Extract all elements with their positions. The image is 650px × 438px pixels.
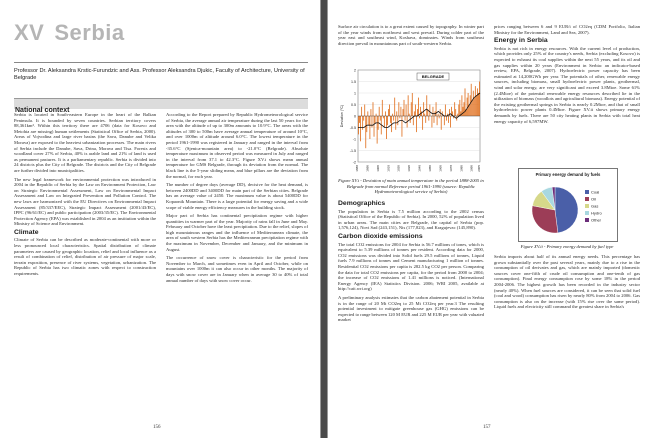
legend-label: Oil [591,196,596,202]
deviation-bar [471,84,472,116]
deviation-bar [450,116,451,128]
x-tick-label: 1978 [448,165,453,172]
deviation-bar [467,98,468,116]
deviation-bar [475,86,476,116]
temperature-deviation-chart [338,64,484,176]
right-column-2-top [494,24,640,162]
deviation-bar [448,116,449,123]
paragraph: Climate of Serbia can be described as moderate-continental with more or less pronounced local characteristics. Spatial distribution of climate parameters are caused by geographic location, relief and local influence as a result of combination of relief, distribution of air pressure of major scale, terrain exposition, presence of river systems, vegetation, urbanization. The Republic of Serbia has two climatic zones with respect to construction requirements. [14,237,156,277]
deviation-bar [403,109,404,116]
deviation-bar [409,114,410,116]
x-tick-label: 2005 [477,165,481,172]
deviation-bar [394,98,395,116]
deviation-bar [470,95,471,116]
y-tick-label: 0 [354,114,356,119]
x-tick-label: 1948 [417,165,422,172]
deviation-bar [416,116,417,132]
legend-label: Hydro [591,210,602,216]
chapter-title [14,20,125,46]
pie-title: Primary energy demand by fuels [535,172,601,177]
energy-heading: Energy in Serbia [494,37,548,45]
y-tick-label: 1 [354,91,356,96]
deviation-bar [464,102,465,116]
deviation-bar [367,111,368,116]
deviation-bar [473,91,474,116]
deviation-bar [397,116,398,125]
deviation-bar [383,116,384,118]
deviation-bar [361,107,362,116]
deviation-bar [438,114,439,116]
deviation-bar [425,116,426,123]
deviation-bar [445,105,446,117]
pie-slice-coal [555,187,578,233]
deviation-bar [406,105,407,117]
deviation-bar [392,114,393,116]
deviation-bar [359,116,360,123]
deviation-bar [418,98,419,116]
legend-swatch [585,204,589,208]
deviation-bar [396,111,397,116]
deviation-bar [384,116,385,128]
y-tick-label: 1.5 [351,79,356,84]
y-tick-label: -1 [352,137,356,142]
deviation-bar [379,107,380,116]
paragraph: prices ranging between 6 and 9 EUR/t of CO2eq (CDM Portfolio, Italian Ministry for the Environment, Land and Sea, 2007). [494,24,640,35]
legend-label: Gas [591,203,599,209]
deviation-bar [477,88,478,116]
deviation-bar [385,111,386,116]
deviation-bar [358,116,359,134]
carbon-heading: Carbon dioxide emissions [338,232,423,240]
y-tick-label: -2 [352,160,356,165]
deviation-bar [373,102,374,116]
deviation-bar [422,116,423,130]
deviation-bar [372,116,373,128]
deviation-bar [371,109,372,116]
paragraph: Serbia is located in South-eastern Europe in the heart of the Balkan Peninsula. It is bounded by seven countries. Serbian territory covers 88,361km². Within this territory there are 4706 (data for Kosovo and Metohia are missing) human settlements (Statistical Office of Serbia, 2000). Areas of Vojvodina and large river basins (the Sava, Danube and Velika Morava) are exposed to the heaviest urbanization processes. The main rivers of Serbia include the Danube, Sava, Drina, Morava and Tisa. Forests and woodland cover 27% of Serbia, 40% is arable land and 21% of land is used as permanent pastures. It is a parliamentary republic. Serbia is divided into 24 districts plus the City of Belgrade. The districts and the City of Belgrade are further divided into municipalities. [14,112,156,173]
section-header-national-context [14,98,308,114]
deviation-bar [393,116,394,121]
paragraph: The number of degree days (average DD), decisive for the heat demand, is between 2400DD and 3400DD for main part of the Serbian cities. Belgrade has an average value of 2450. The maximum value is about 5400DD for Kopaonik Mountain. There is a large potential for energy saving and a wide scope of viable energy efficiency measures in the building stock. [166,182,308,210]
chart-title: BELGRADE [421,74,445,79]
deviation-bar [420,107,421,116]
energy-demand-pie-chart [519,169,617,241]
left-column-1 [14,112,156,422]
deviation-bar [398,102,399,116]
x-tick-label: 1958 [427,165,432,172]
deviation-bar [468,93,469,116]
deviation-bar [408,95,409,116]
paragraph: The population in Serbia is 7.5 million according to the 2002 census (Statistical Office of the Republic of Serbia). In 2000, 52% of population lived in urban areas. The main cities are Belgrade, the capital of Serbia (pop. 1,576,124), Novi Sad (243,151), Nis (177,823), and Kragujevac (145,890). [338,208,484,231]
deviation-bar [405,116,406,121]
paragraph: According to the Report prepared by Republic Hydrometeorological service of Serbia, the average annual air temperature during the last 50 years for the area with the altitude of up to 300m amounts to 10.9°C. The areas with the altitudes of 300 to 500m have average annual temperature of around 10°C, and over 1000m of altitude around 6.0°C. The lowest temperature in the period 1961-1990 was registered in January and ranged in the interval from -35.6°C (Sjenica-mountain area) to -21.0°C (Belgrade). Absolute temperature maximum in observed period was measured in July and ranged in the interval from 37.1 to 42.3°C. Figure XV.i shows mean annual temperature for GMS Belgrade, through its deviation from the normal. The black line is the 5-year sliding mean, and blue pillars are the deviation from the normal, for each year. [166,112,308,179]
paragraph: Serbia is not rich in energy resources. With the current level of production, which provides only 25% of the country's needs, Serbia (excluding Kosovo) is expected to exhaust its coal supplies within the next 55 years, and its oil and gas supplies within 20 years (Environment in Serbia: an indicator-based review, EPA, Belgrade, 2007). Hydroelectric power capacity has been estimated at 14,200GWh per year. The potentials of other, renewable energy sources, including biomass, small hydroelectric power plants, geothermal, wind and solar energy, are very significant and exceed 3.8Mtoe. Some 61% (2.4Mtoe) of the potential renewable energy resources described lie in the utilization of biomass (woodlots and agricultural biomass). Energy potential of the existing geothermal springs in Serbia is nearly 0.2Mtoe, and that of small hydroelectric power plants 0.4Mtoe. Figure XV.ii shows primary energy demands by fuels. There are 50 city heating plants in Serbia with total heat energy capacity of 6,597MW. [494,45,640,124]
left-column-2 [166,112,308,422]
legend-label: Other [591,217,602,223]
deviation-bar [387,116,388,125]
deviation-bar [441,116,442,130]
paragraph: The occurrence of snow cover is characteristic for the period from November to March, and sometimes even in April and October, while on mountains over 1000m it can also occur in other months. The majority of days with snow cover are in January when in average 30 to 40% of total annual number of days with snow cover occur. [166,255,308,283]
deviation-bar [426,95,427,116]
x-tick-label: 1928 [396,165,401,172]
deviation-bar [459,100,460,116]
deviation-bar [365,116,366,148]
energy-demand-figure [518,168,618,242]
deviation-bar [437,116,438,125]
right-column-1-top [338,24,484,64]
x-tick-label: 1918 [386,165,391,172]
x-tick-label: 1938 [407,165,412,172]
deviation-bar [455,109,456,116]
paragraph: Surface air circulation is to a great extent caused by topography. In winter part of the year winds from northwest and west prevail. During colder part of the year east and southeast wind, Koshava, dominates. Winds from southeast direction prevail in mountainous part of south-western Serbia. [338,24,484,46]
right-column-2-bottom [494,254,640,424]
deviation-bar [461,95,462,116]
deviation-bar [388,109,389,116]
deviation-bar [414,111,415,116]
y-tick-label: 2 [354,68,356,73]
deviation-bar [368,116,369,125]
y-tick-label: -0.5 [349,125,356,130]
x-tick-label: 1998 [469,165,474,172]
right-page [327,0,650,438]
deviation-bar [400,107,401,116]
deviation-bar [399,116,400,118]
deviation-bar [433,107,434,116]
paragraph: Serbia imports about half of its annual energy needs. This percentage has grown substantially over the past several years, mainly due to a rise in the consumption of oil derivates and gas, which are mainly imported (domestic sources cover one-fifth of crude oil consumption and one-tenth of gas consumption). Final energy consumption rose by some 18% in the period 2004-2006. The highest growth has been recorded in the industry sector (nearly 40%). When fuel sources are considered, it can be seen that solid fuel (coal and wood) consumption has risen by nearly 80% from 2004 to 2006. Gas consumption is also on the increase (with 15% rise over the same period). Liquid fuels and electricity still command the greatest share in Serbia's [494,254,640,310]
title-rule [14,62,308,63]
deviation-bar [415,105,416,117]
deviation-bar [411,102,412,116]
legend-swatch [585,197,589,201]
x-tick-label: 1968 [438,165,443,172]
deviation-bar [444,116,445,125]
deviation-bar [375,116,376,123]
deviation-bar [389,105,390,117]
deviation-bar [439,116,440,118]
right-column-1-bottom [338,198,484,423]
y-tick-label: 0.5 [351,102,356,107]
temperature-deviation-figure [338,64,484,176]
section-title: National context [15,107,70,114]
deviation-bar [458,105,459,117]
legend-swatch [585,218,589,222]
y-tick-label: -1.5 [349,148,356,153]
left-page [0,0,321,438]
legend-swatch [585,190,589,194]
deviation-bar [432,116,433,128]
deviation-bar [380,116,381,121]
deviation-bar [428,116,429,121]
x-tick-label: 1888 [355,165,359,172]
deviation-bar [376,114,377,116]
authors: Professor Dr. Aleksandra Krstic-Furundzic and Ass. Professor Aleksandra Djukic, Faculty of Architecture, University of Belgrade [14,68,305,81]
climate-heading: Climate [14,228,39,236]
deviation-bar [404,100,405,116]
deviation-bar [360,116,361,141]
x-tick-label: 1908 [375,165,380,172]
deviation-bar [421,111,422,116]
deviation-bar [369,116,370,139]
page-number: 157 [483,425,491,430]
x-tick-label: 1898 [365,165,370,172]
deviation-bar [463,107,464,116]
legend-swatch [585,211,589,215]
deviation-bar [374,116,375,137]
deviation-bar [419,116,420,118]
deviation-bar [402,116,403,137]
deviation-bar [474,98,475,116]
deviation-bar [364,105,365,117]
deviation-bar [454,102,455,116]
deviation-bar [417,109,418,116]
deviation-bar [472,100,473,116]
deviation-bar [457,114,458,116]
deviation-bar [377,116,378,144]
deviation-bar [446,116,447,121]
paragraph: The total CO2 emissions for 2004 for Serbia is 56.7 millions of tones, which is equivalent to 5.39 millions of tonnes per resident. According data for 2000, CO2 emissions was divided into Solid fuels 29.5 millions of tonnes, Liquid fuels 7.9 millions of tonnes and Cement manufacturing 1 million of tonnes. Residential CO2 emissions per capita is 282.5 kg CO2 per person. Comparing the data for total CO2 emissions per capita, for the period from 2000 to 2004; the increase of CO2 emissions of 1.41 millions is noticed. (International Energy Agency (IEA) Statistics Division. 2006; WRI 2005, available at http://cait.wri.org) [338,241,484,292]
deviation-bar [390,116,391,123]
deviation-bar [476,95,477,116]
deviation-bar [479,82,480,117]
deviation-bar [366,116,367,132]
deviation-bar [412,93,413,116]
page-number: 156 [153,425,161,430]
x-tick-label: 1988 [459,165,464,172]
deviation-bar [363,116,364,121]
demographics-heading: Demographics [338,200,386,207]
deviation-bar [429,105,430,117]
chapter-number: XV [14,20,45,45]
legend-label: Coal [591,189,600,195]
figure-2-caption: Figure XV.ii - Primary energy demand by fuel type [520,244,614,249]
deviation-bar [424,114,425,116]
deviation-bar [423,102,424,116]
deviation-bar [436,102,437,116]
chapter-name: Serbia [54,20,125,45]
paragraph: A preliminary analysis estimates that the carbon abatement potential in Serbia is in the range of 20 Mt CO2eq to 25 Mt CO2eq per year.3 The resulting potential investment to mitigate greenhouse gas (GHG) emissions can be expected to range between 120 M EUR and 225 M EUR per year with valuated market [338,294,484,323]
deviation-bar [478,93,479,116]
y-axis-label: Deviation (°C) [340,104,344,128]
figure-1-caption: Figure XV.i - Deviation of main annual temperature in the period 1888-2005 in Belgrade from normal Reference period 1961-1990 (source: Republic Hydrometeorological service of Serbia) [338,178,484,195]
paragraph: The new legal framework for environmental protection was introduced in 2004 in the Republic of Serbia by the Law on Environment Protection, Law on Strategic Environmental Assessment, Law on Environmental Impact Assessment and Law on Integrated Prevention and Pollution Control. The new laws are harmonized with the EU Directives on Environmental Impact Assessment (85/337/EEC), Strategic Impact Assessment (2001/43/EC), IPPC (96/61/EC) and public participation (2003/35/EC). The Environmental Protection Agency (EPA) was established in 2004 as an institution within the Ministry of Science and Environment. [14,176,156,227]
deviation-bar [382,100,383,116]
deviation-bar [434,116,435,123]
paragraph: Major part of Serbia has continental precipitation regime with higher quantities in warmer part of the year. Majority of rains fall in June and May. February and October have the least precipitation. Due to the relief, slopes of high mountainous ranges and the influence of Mediterranean climate, the area of south western Serbia has the Mediterranean precipitation regime with the maximum in November, December and January, and the minimum in August. [166,213,308,252]
